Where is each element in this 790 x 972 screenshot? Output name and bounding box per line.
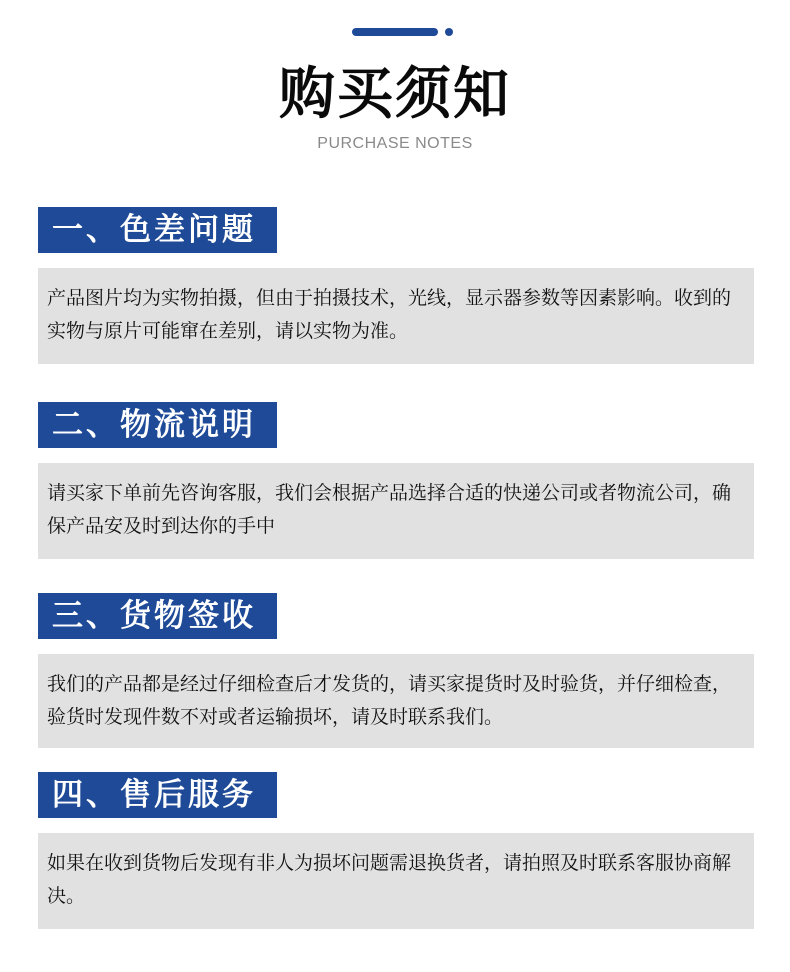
section-body-color-difference: 产品图片均为实物拍摄，但由于拍摄技术，光线，显示器参数等因素影响。收到的实物与原片可能窜在差别，请以实物为准。 bbox=[38, 268, 754, 364]
page-title: 购买须知 bbox=[279, 62, 511, 127]
section-body-logistics: 请买家下单前先咨询客服，我们会根据产品选择合适的快递公司或者物流公司，确保产品安及时到达你的手中 bbox=[38, 463, 754, 559]
section-heading-color-difference: 一、色差问题 bbox=[38, 207, 277, 253]
section-heading-logistics: 二、物流说明 bbox=[38, 402, 277, 448]
section-heading-receipt: 三、货物签收 bbox=[38, 593, 277, 639]
title-accent-bar bbox=[352, 28, 438, 36]
section-body-after-sales: 如果在收到货物后发现有非人为损坏问题需退换货者，请拍照及时联系客服协商解决。 bbox=[38, 833, 754, 929]
section-heading-after-sales: 四、售后服务 bbox=[38, 772, 277, 818]
page-subtitle: PURCHASE NOTES bbox=[317, 135, 473, 152]
section-body-receipt: 我们的产品都是经过仔细检查后才发货的，请买家提货时及时验货，并仔细检查，验货时发现件数不对或者运输损坏，请及时联系我们。 bbox=[38, 654, 754, 748]
title-accent-dot bbox=[445, 28, 453, 36]
